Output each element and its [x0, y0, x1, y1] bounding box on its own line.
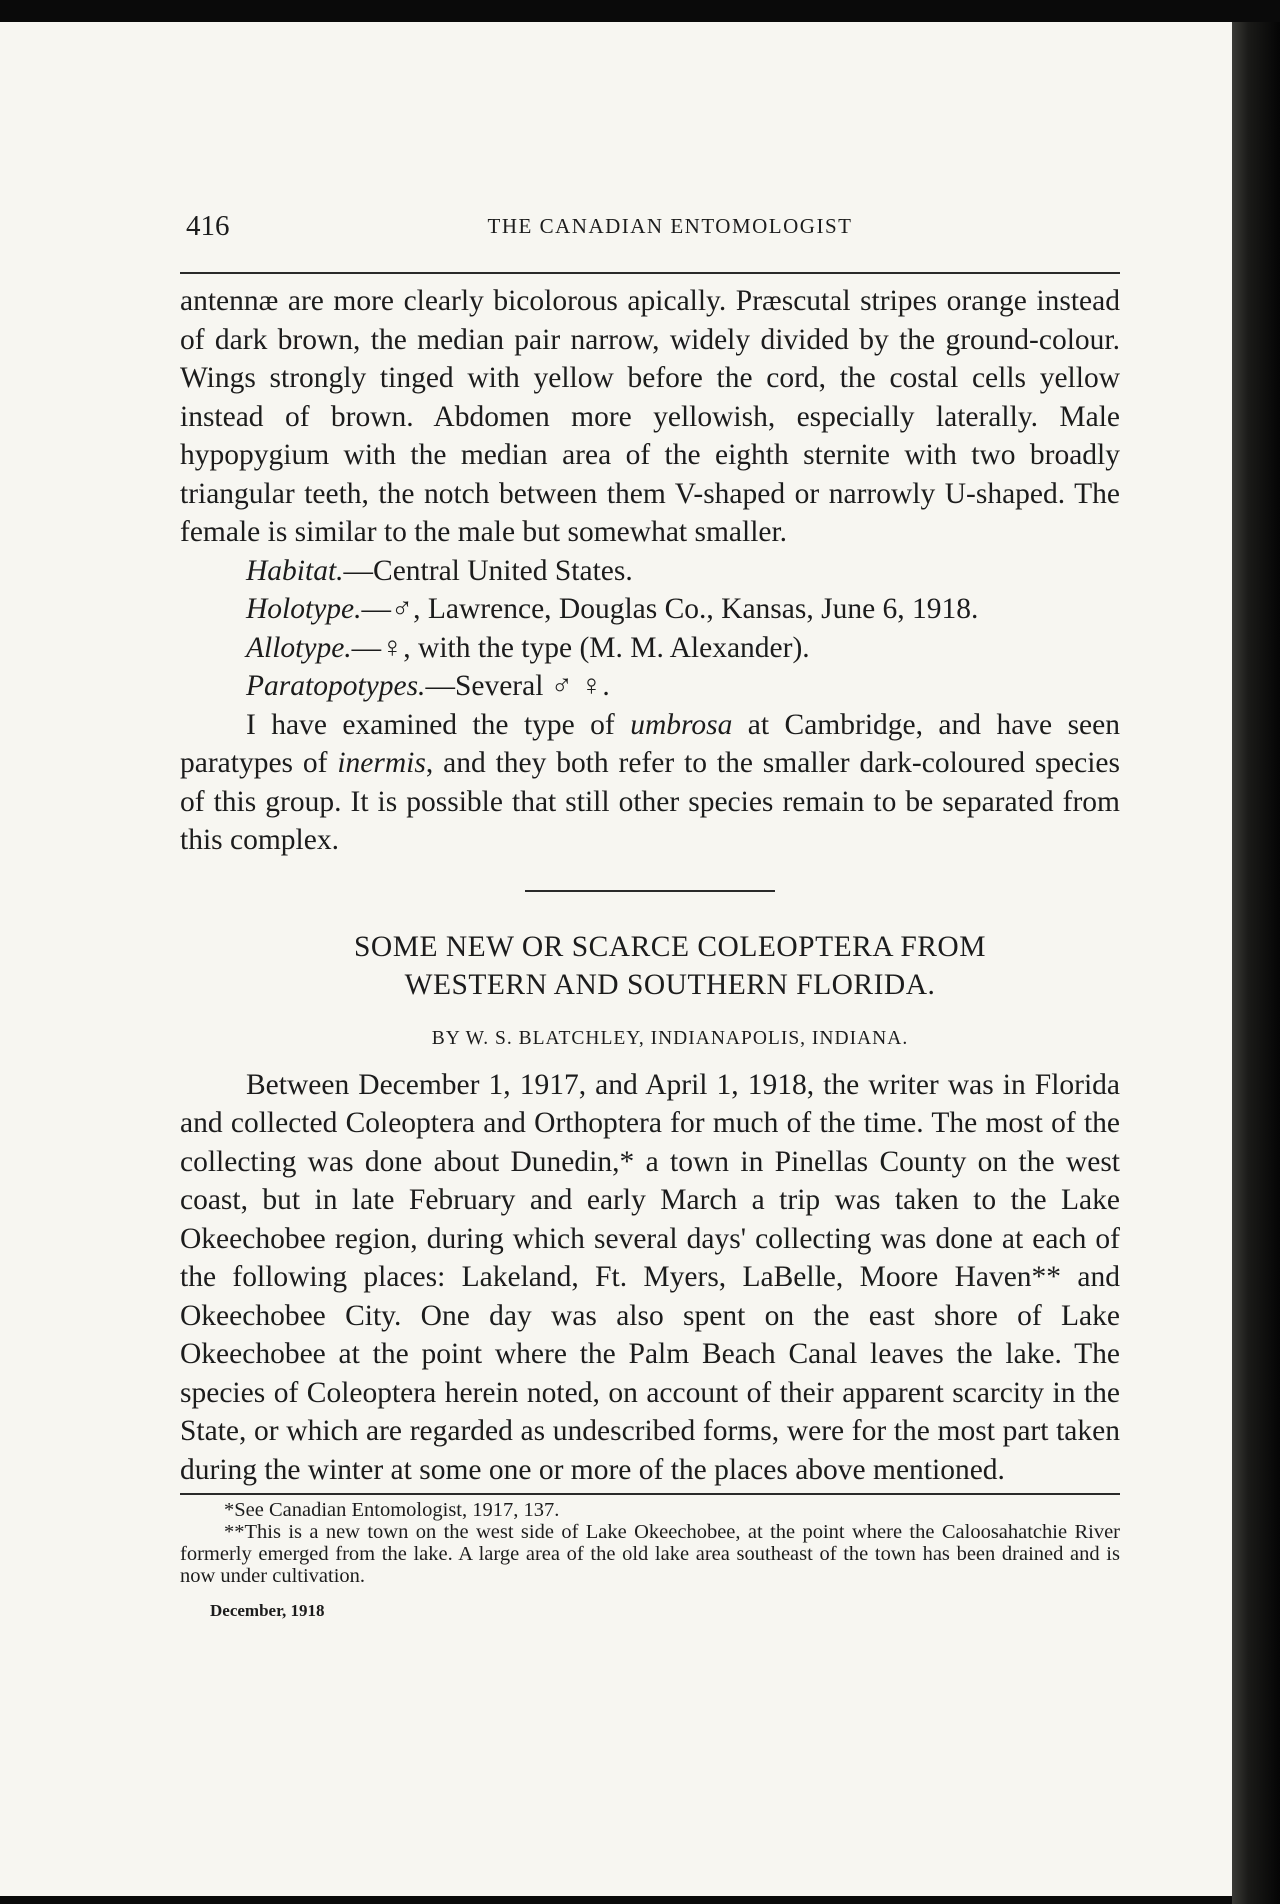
journal-title: THE CANADIAN ENTOMOLOGIST [487, 214, 853, 238]
footnotes [180, 1499, 1120, 1587]
paratopotypes-line [180, 667, 1120, 706]
remarks-part1: I have examined the type of [246, 708, 631, 741]
holotype-line [180, 590, 1120, 629]
holotype-text: —♂, Lawrence, Douglas Co., Kansas, June 6, 1918. [361, 593, 979, 625]
header-rule [180, 272, 1120, 274]
remarks-paragraph [180, 706, 1120, 860]
paratopotypes-text: —Several ♂ ♀. [425, 670, 610, 702]
article-body: Between December 1, 1917, and April 1, 1918, the writer was in Florida and collected Coleoptera and Orthoptera for much of the time. The most of the collecting was done about Dunedin,* a town in Pinellas County on the west coast, but in late February and early March a trip was taken to the Lake Okeechobee region, during which several days' collecting was done at each of the following places: Lakeland, Ft. Myers, LaBelle, Moore Haven** and Okeechobee City. One day was also spent on the east shore of Lake Okeechobee at the point where the Palm Beach Canal leaves the lake. The species of Coleoptera herein noted, on account of their apparent scarcity in the State, or which are regarded as undescribed forms, were for the most part taken during the winter at some one or more of the places above mentioned. [180, 1068, 1120, 1486]
species-inermis: inermis [337, 747, 426, 779]
issue-date: December, 1918 [210, 1601, 325, 1620]
article-title-line2: WESTERN AND SOUTHERN FLORIDA. [404, 968, 936, 1001]
paratopotypes-label: Paratopotypes. [246, 670, 426, 702]
article-title [180, 928, 1120, 1004]
article-byline: BY W. S. BLATCHLEY, INDIANAPOLIS, INDIANA. [431, 1027, 909, 1049]
species-umbrosa: umbrosa [630, 708, 733, 741]
holotype-label: Holotype. [246, 593, 362, 625]
allotype-line [180, 629, 1120, 668]
page-number: 416 [186, 210, 230, 242]
footnote-2: **This is a new town on the west side of Lake Okeechobee, at the point where the Caloosahatchie River formerly emerged from the lake. A large area of the old lake area southeast of the town has been drained and is now under cultivation. [180, 1521, 1120, 1587]
habitat-line [180, 552, 1120, 591]
allotype-label: Allotype. [246, 631, 352, 664]
page-content [180, 210, 1120, 1621]
habitat-text: —Central United States. [343, 554, 633, 587]
article-title-line1: SOME NEW OR SCARCE COLEOPTERA FROM [354, 930, 986, 963]
habitat-label: Habitat. [246, 554, 344, 587]
footnote-1: *See Canadian Entomologist, 1917, 137. [224, 1499, 560, 1521]
remarks-part2: at Cambridge, and have seen paratypes of [180, 708, 1120, 779]
allotype-text: —♀, with the type (M. M. Alexander). [351, 631, 810, 664]
footnote-rule [180, 1493, 1120, 1495]
book-spine-shadow [1232, 22, 1280, 1904]
remarks-part3: , and they both refer to the smaller dark-coloured species of this group. It is possible that still other species remain to be separated from this complex. [180, 747, 1121, 856]
intro-paragraph: antennæ are more clearly bicolorous apically. Præscutal stripes orange instead of dark brown, the median pair narrow, widely divided by the ground-colour. Wings strongly tinged with yellow before the cord, the costal cells yellow instead of brown. Abdomen more yellowish, especially laterally. Male hypopygium with the median area of the eighth sternite with two broadly triangular teeth, the notch between them V-shaped or narrowly U-shaped. The female is similar to the male but somewhat smaller. [180, 285, 1120, 548]
running-head [180, 210, 1120, 256]
section-divider [525, 890, 775, 892]
